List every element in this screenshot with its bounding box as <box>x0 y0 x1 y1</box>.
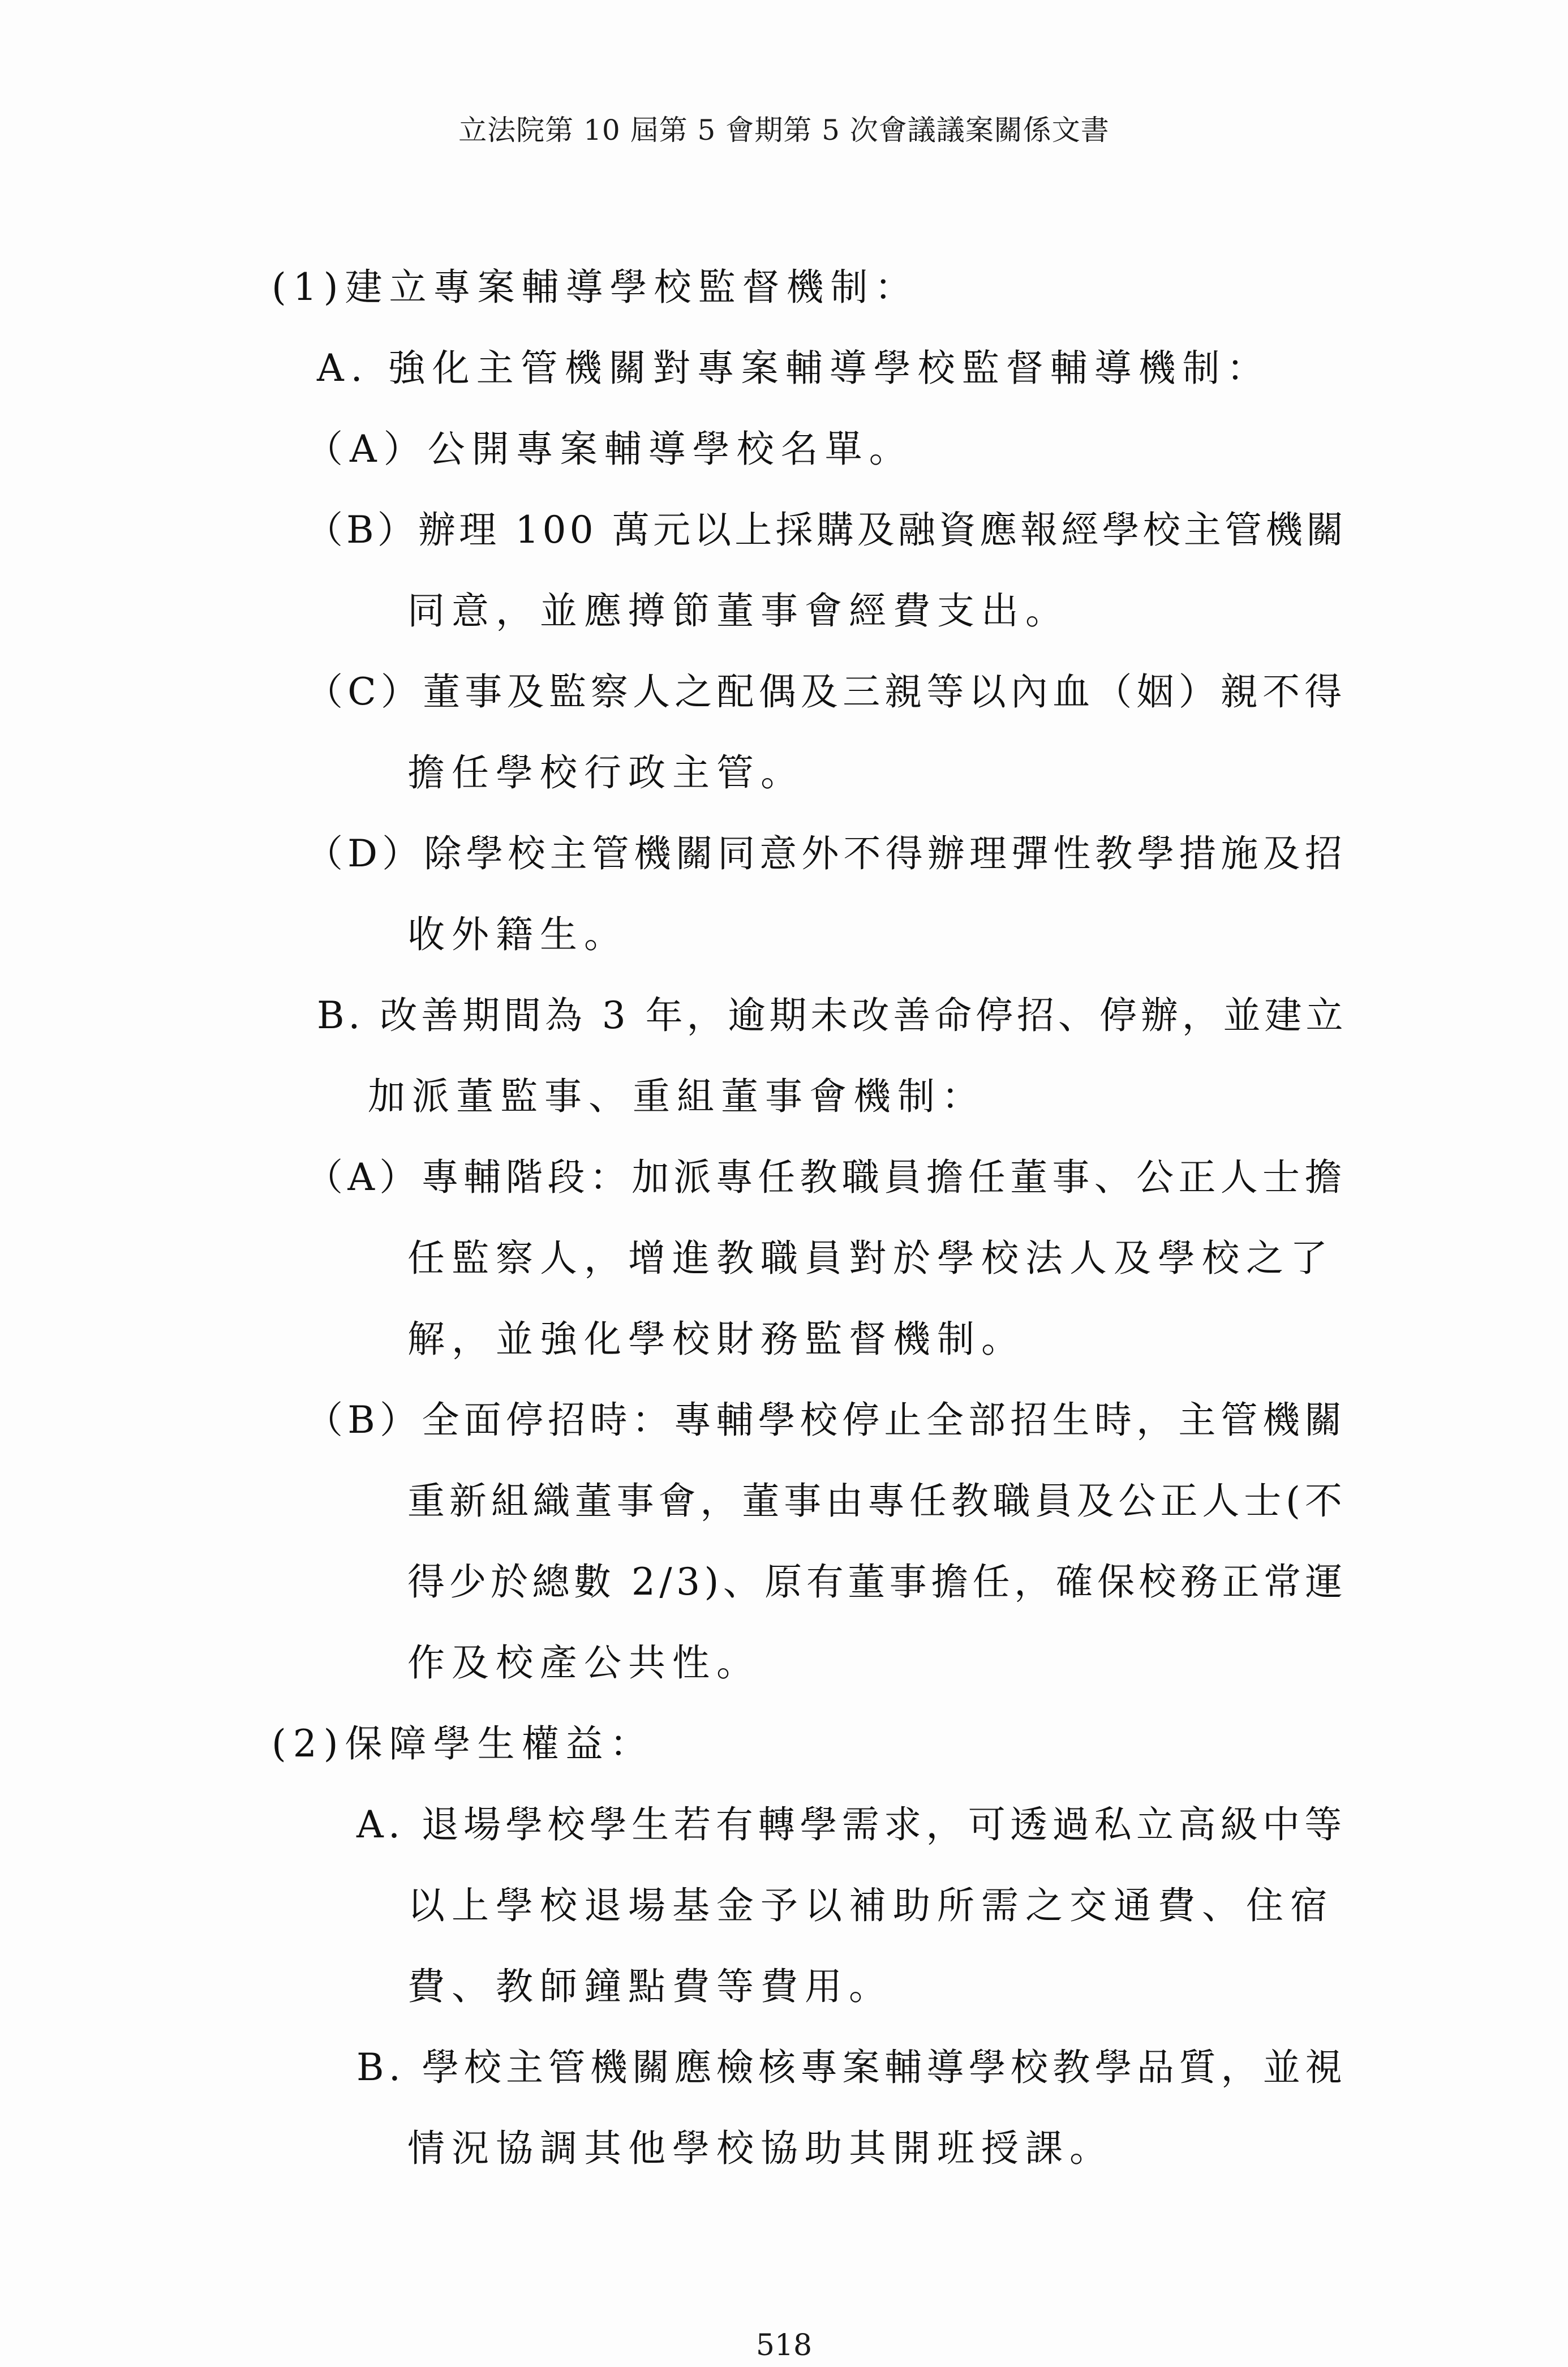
item-1a-A: （A）公開專案輔導學校名單。 <box>306 427 913 471</box>
item-1b-heading-line2: 加派董監事、重組董事會機制： <box>368 1075 986 1118</box>
item-1a-D-line2: 收外籍生。 <box>407 913 628 956</box>
item-1b-A-line2: 任監察人，增進教職員對於學校法人及學校之了 <box>407 1236 1334 1280</box>
item-1b-A-line1: （A）專輔階段：加派專任教職員擔任董事、公正人士擔 <box>306 1155 1347 1199</box>
item-1a-heading: A. 強化主管機關對專案輔導學校監督輔導機制： <box>317 346 1271 390</box>
document-header: 立法院第 10 屆第 5 會期第 5 次會議議案關係文書 <box>458 114 1110 147</box>
item-1a-C-line2: 擔任學校行政主管。 <box>407 751 805 794</box>
item-2a-line3: 費、教師鐘點費等費用。 <box>407 1965 893 2008</box>
item-1b-B-line4: 作及校產公共性。 <box>407 1641 761 1685</box>
section-2-heading: (2)保障學生權益： <box>272 1722 654 1765</box>
item-2b-line2: 情況協調其他學校協助其開班授課。 <box>407 2127 1114 2170</box>
item-1b-B-line2: 重新組織董事會，董事由專任教職員及公正人士(不 <box>407 1479 1347 1523</box>
item-1a-B-line2: 同意，並應撙節董事會經費支出。 <box>407 589 1069 633</box>
item-1a-C-line1: （C）董事及監察人之配偶及三親等以內血（姻）親不得 <box>306 670 1347 714</box>
item-1b-B-line3: 得少於總數 2/3)、原有董事擔任，確保校務正常運 <box>407 1560 1347 1604</box>
item-1b-B-line1: （B）全面停招時：專輔學校停止全部招生時，主管機關 <box>306 1398 1347 1442</box>
item-2a-line1: A. 退場學校學生若有轉學需求，可透過私立高級中等 <box>356 1803 1347 1846</box>
item-2b-line1: B. 學校主管機關應檢核專案輔導學校教學品質，並視 <box>356 2046 1347 2089</box>
item-2a-line2: 以上學校退場基金予以補助所需之交通費、住宿 <box>407 1884 1334 1927</box>
section-1-heading: (1)建立專案輔導學校監督機制： <box>272 265 919 309</box>
item-1a-B-line1: （B）辦理 100 萬元以上採購及融資應報經學校主管機關 <box>306 508 1347 552</box>
item-1a-D-line1: （D）除學校主管機關同意外不得辦理彈性教學措施及招 <box>306 832 1347 875</box>
item-1b-heading-line1: B. 改善期間為 3 年，逾期未改善命停招、停辦，並建立 <box>317 994 1347 1037</box>
page-number: 518 <box>755 2329 813 2362</box>
item-1b-A-line3: 解，並強化學校財務監督機制。 <box>407 1317 1025 1361</box>
